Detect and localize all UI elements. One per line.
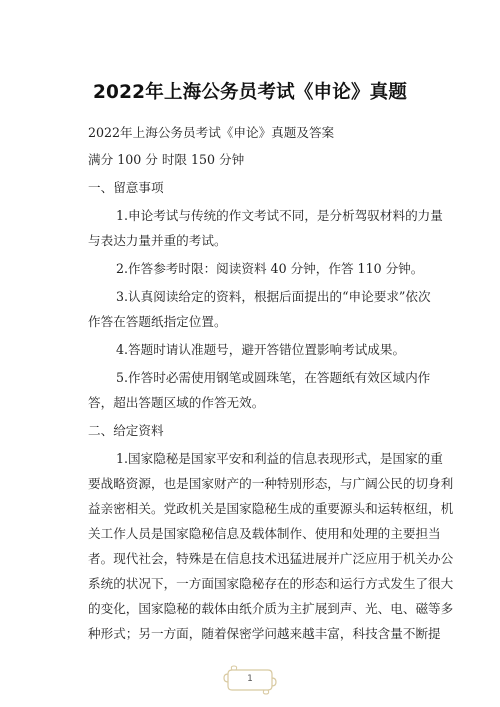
note-line: 2.作答参考时限：阅读资料 40 分钟，作答 110 分钟。 [116,261,424,276]
material-line: 益亲密相关。党政机关是国家隐秘生成的重要源头和运转枢纽，机 [88,501,454,516]
note-line: 5.作答时必需使用钢笔或圆珠笔，在答题纸有效区域内作 [116,370,431,385]
score-time-line: 满分 100 分 时限 150 分钟 [88,152,245,167]
note-line: 3.认真阅读给定的资料，根据后面提出的“申论要求”依次 [116,289,431,304]
section-heading-materials: 二、给定资料 [88,423,164,438]
page-footer-scroll [222,664,278,696]
material-line: 者。现代社会，特殊是在信息技术迅猛进展并广泛应用于机关办公 [88,551,454,566]
note-line: 作答在答题纸指定位置。 [88,314,227,329]
document-subtitle: 2022年上海公务员考试《申论》真题及答案 [88,125,335,140]
material-line: 1.国家隐秘是国家平安和利益的信息表现形式，是国家的重 [116,451,443,466]
page-number: 1 [247,674,253,684]
note-line: 4.答题时请认准题号，避开答错位置影响考试成果。 [116,342,406,357]
document-title: 2022年上海公务员考试《申论》真题 [92,82,408,103]
note-line: 1.申论考试与传统的作文考试不同，是分析驾驭材料的力量 [116,208,443,223]
material-line: 的变化，国家隐秘的载体由纸介质为主扩展到声、光、电、磁等多 [88,601,454,616]
material-line: 种形式；另一方面，随着保密学问越来越丰富，科技含量不断提 [88,626,441,641]
material-line: 关工作人员是国家隐秘信息及载体制作、使用和处理的主要担当 [88,526,441,541]
note-line: 答，超出答题区域的作答无效。 [88,395,265,410]
material-line: 要战略资源，也是国家财产的一种特别形态，与广阔公民的切身利 [88,476,454,491]
material-line: 系统的状况下，一方面国家隐秘存在的形态和运行方式发生了很大 [88,576,454,591]
section-heading-notes: 一、留意事项 [88,180,164,195]
note-line: 与表达力量并重的考试。 [88,233,227,248]
